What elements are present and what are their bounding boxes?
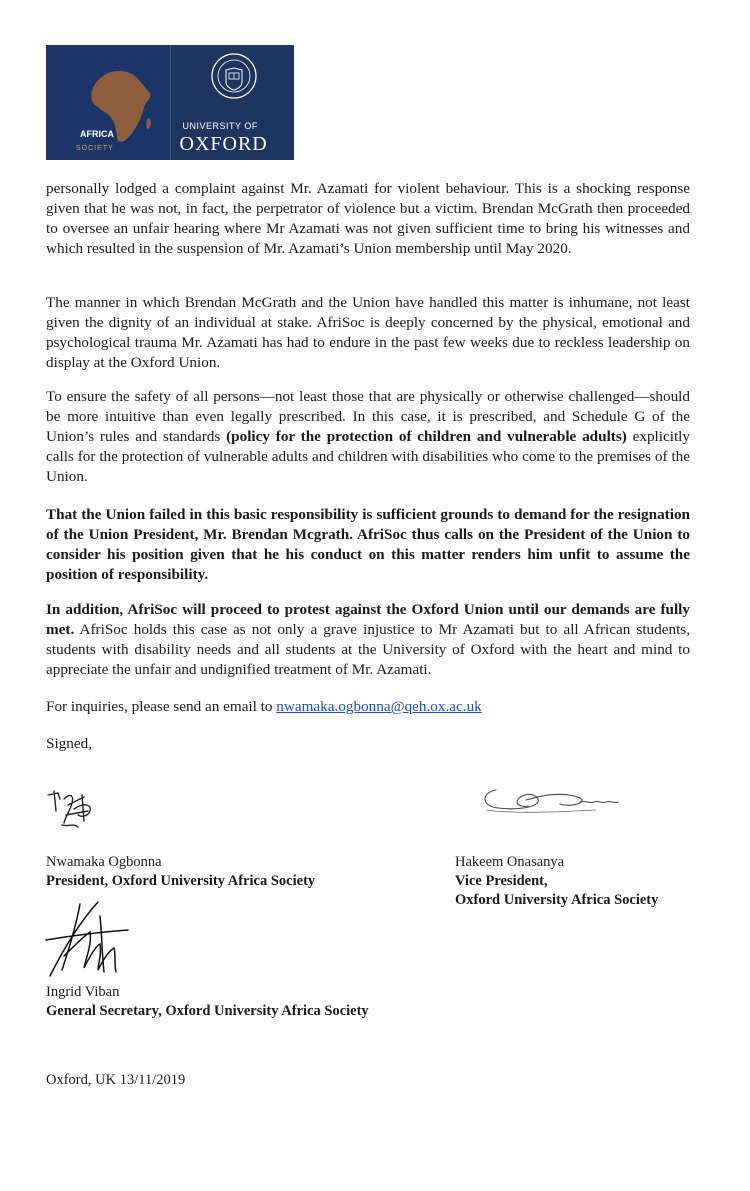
paragraph-safety <box>46 387 690 487</box>
signatory-name: Hakeem Onasanya <box>455 854 565 870</box>
oxford-label: OXFORD <box>179 133 268 155</box>
paragraph-safety-part-b: explicitly calls for the protection of vulnerable adults and children with disabilities who come to the premises of the Union. <box>46 428 690 485</box>
signatory-title-line1: Vice President, <box>455 873 548 889</box>
paragraph-complaint: personally lodged a complaint against Mr. Azamati for violent behaviour. This is a shocking response given that he was not, in fact, the perpetrator of violence but a victim. Brendan McGrath then proceeded to oversee an unfair hearing where Mr Azamati was not given sufficient time to bring his witnesses and which resulted in the suspension of Mr. Azamati’s Union membership until May 2020. <box>46 180 690 257</box>
paragraph-demand: That the Union failed in this basic responsibility is sufficient grounds to demand for the resignation of the Union President, Mr. Brendan Mcgrath. AfriSoc thus calls on the President of the Union to consider his position given that he his conduct on this matter renders him unfit to assume the position of responsibility. <box>46 506 690 583</box>
signature-hakeem <box>476 782 636 818</box>
signature-ingrid <box>40 896 135 986</box>
inquiry-line <box>46 697 690 717</box>
signatory-president <box>46 853 315 891</box>
africa-society-logo <box>46 45 170 160</box>
oxford-crest-icon <box>209 51 259 101</box>
signatory-name: Nwamaka Ogbonna <box>46 854 162 870</box>
paragraph-handling: The manner in which Brendan McGrath and the Union have handled this matter is inhumane, not least given the dignity of an individual at stake. AfriSoc is deeply concerned by the physical, emotional and psychological trauma Mr. Azamati has had to endure in the past few weeks due to reckless leadership on display at the Oxford Union. <box>46 294 690 371</box>
africa-society-subtext: SOCIETY <box>76 145 114 152</box>
signed-label: Signed, <box>46 735 92 752</box>
oxford-university-logo <box>170 45 295 160</box>
signature-nwamaka <box>44 785 104 835</box>
email-link[interactable]: nwamaka.ogbonna@qeh.ox.ac.uk <box>276 698 482 715</box>
paragraph-safety-part-a: To ensure the safety of all persons—not least those that are physically or otherwise challenged—should be more intuitive than even legally prescribed. In this case, it is prescribed, and Schedule G of the Union’s rules and standards <box>46 388 690 445</box>
letterhead <box>46 45 294 160</box>
signatory-title: President, Oxford University Africa Society <box>46 873 316 889</box>
inquiry-prefix: For inquiries, please send an email to <box>46 698 277 715</box>
signatory-name: Ingrid Viban <box>46 984 120 1000</box>
protest-statement: In addition, AfriSoc will proceed to protest against the Oxford Union until our demands are fully met. <box>46 601 690 638</box>
date-line: Oxford, UK 13/11/2019 <box>46 1072 186 1088</box>
signatory-title: General Secretary, Oxford University Africa Society <box>46 1003 369 1019</box>
policy-reference: (policy for the protection of children and vulnerable adults) <box>226 428 627 445</box>
signatory-title-line2: Oxford University Africa Society <box>455 892 659 908</box>
signatory-vice-president <box>455 853 658 910</box>
africa-society-label: AFRICA <box>80 129 114 139</box>
africa-map-icon <box>46 45 170 160</box>
paragraph-protest <box>46 600 690 680</box>
paragraph-protest-rest: AfriSoc holds this case as not only a grave injustice to Mr Azamati but to all African students, students with disability needs and all students at the University of Oxford with the heart and mind to appreciate the unfair and undignified treatment of Mr. Azamati. <box>46 621 690 678</box>
university-of-label: UNIVERSITY OF <box>182 121 258 131</box>
signatory-general-secretary <box>46 983 369 1021</box>
